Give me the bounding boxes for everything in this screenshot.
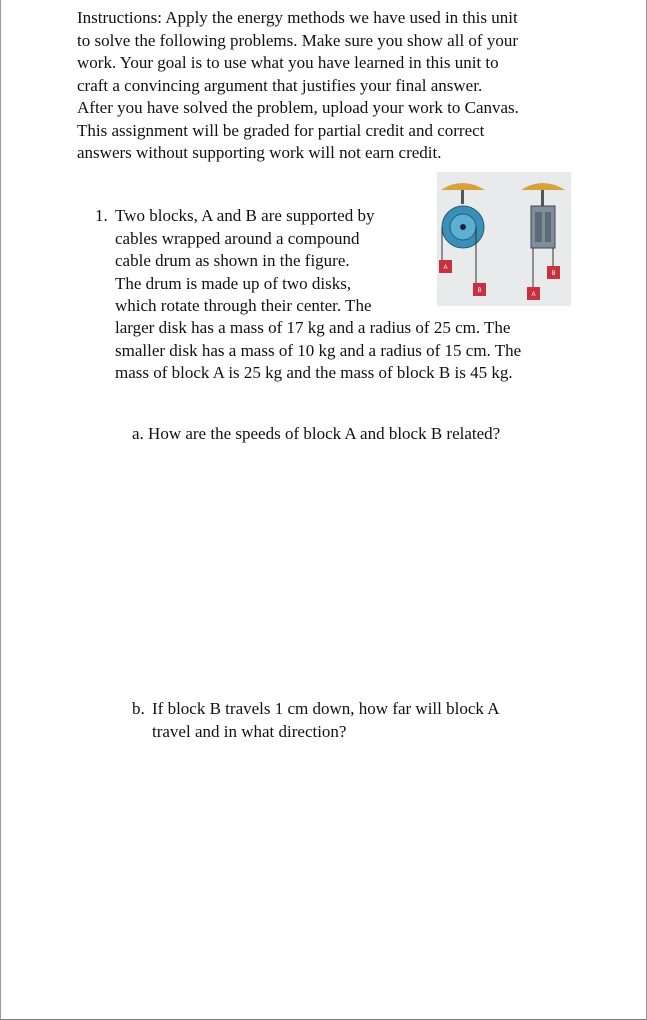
instructions-line: to solve the following problems. Make sure you show all of your — [77, 30, 518, 50]
question-a: a. How are the speeds of block A and block B related? — [132, 424, 501, 443]
axle — [460, 224, 466, 230]
question-b-line: travel and in what direction? — [152, 721, 347, 741]
drum-side — [531, 206, 555, 248]
instructions-line: work. Your goal is to use what you have learned in this unit to — [77, 53, 499, 72]
instructions-paragraph — [77, 7, 587, 165]
question-b — [152, 698, 500, 743]
question-b-label: b. — [132, 699, 145, 718]
problem-line: which rotate through their center. The — [115, 296, 372, 315]
support-rod — [541, 190, 544, 206]
problem-line: mass of block A is 25 kg and the mass of block B is 45 kg. — [115, 363, 513, 382]
instructions-line: After you have solved the problem, upload your work to Canvas. — [77, 98, 519, 117]
problem-line: cable drum as shown in the figure. — [115, 251, 350, 270]
problem-line: larger disk has a mass of 17 kg and a radius of 25 cm. The — [115, 318, 511, 337]
question-b-line: If block B travels 1 cm down, how far will block A — [152, 699, 500, 718]
problem-line: Two blocks, A and B are supported by — [115, 206, 375, 225]
instructions-line: answers without supporting work will not earn credit. — [77, 143, 442, 162]
support-rod — [461, 190, 464, 204]
block-b-label: B — [477, 288, 482, 294]
problem-line: cables wrapped around a compound — [115, 228, 360, 248]
compound-drum-figure — [437, 172, 571, 306]
problem-number: 1. — [95, 206, 108, 225]
block-a-label: A — [443, 265, 448, 271]
instructions-line: This assignment will be graded for partial credit and correct — [77, 120, 485, 140]
block-a-label: A — [531, 292, 536, 298]
block-b-label: B — [551, 271, 556, 277]
instructions-line: Instructions: Apply the energy methods we have used in this unit — [77, 8, 518, 27]
drum-side-groove — [545, 212, 551, 242]
problem-text-full — [115, 317, 521, 385]
drum-side-groove — [535, 212, 542, 242]
problem-text-wrapped — [115, 205, 374, 318]
instructions-line: craft a convincing argument that justifies your final answer. — [77, 75, 483, 95]
problem-line: The drum is made up of two disks, — [115, 273, 352, 293]
problem-line: smaller disk has a mass of 10 kg and a radius of 15 cm. The — [115, 340, 522, 360]
